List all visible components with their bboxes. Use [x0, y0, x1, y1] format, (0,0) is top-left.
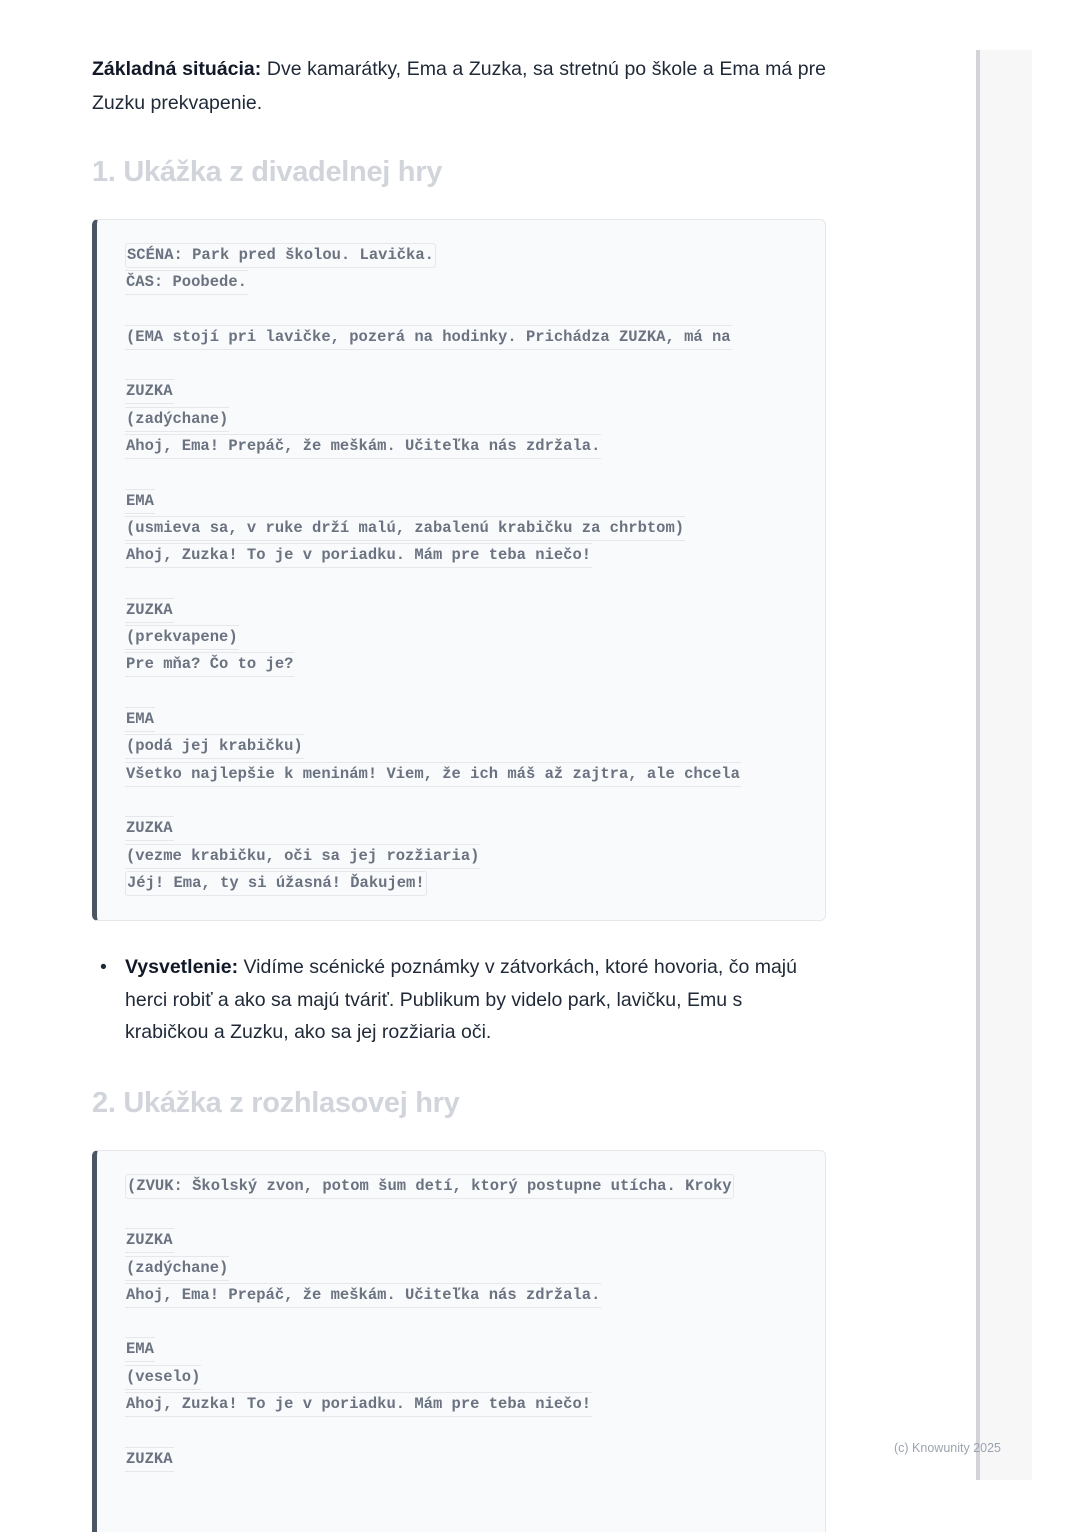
code-line-text: ZUZKA: [125, 816, 174, 841]
code-line: [125, 625, 825, 652]
code-line-text: [125, 690, 127, 693]
code-block-theatre-script: [92, 219, 826, 921]
code-line: [125, 1283, 825, 1310]
code-line: [125, 434, 825, 461]
section1-heading: 1. Ukážka z divadelnej hry: [92, 156, 443, 188]
code-line-text: ZUZKA: [125, 379, 174, 404]
code-blank-line: [125, 1201, 825, 1228]
code-line: [125, 816, 825, 843]
code-line-text: Jéj! Ema, ty si úžasná! Ďakujem!: [125, 871, 427, 896]
code-line: [125, 844, 825, 871]
code-line-text: Ahoj, Zuzka! To je v poriadku. Mám pre teba niečo!: [125, 543, 592, 568]
intro-label: Základná situácia:: [92, 58, 262, 80]
code-line-text: Pre mňa? Čo to je?: [125, 652, 294, 677]
code-line: [125, 1228, 825, 1255]
code-line-text: (zadýchane): [125, 407, 229, 432]
code-line: [125, 325, 825, 352]
code-line-text: (ZVUK: Školský zvon, potom šum detí, ktorý postupne utícha. Kroky: [125, 1174, 734, 1199]
copyright-watermark: (c) Knowunity 2025: [894, 1441, 1002, 1455]
document-content: [92, 52, 826, 1532]
code-line-text: Ahoj, Zuzka! To je v poriadku. Mám pre teba niečo!: [125, 1392, 592, 1417]
code-blank-line: [125, 461, 825, 488]
code-blank-line: [125, 1419, 825, 1446]
code-line-text: Všetko najlepšie k meninám! Viem, že ich máš až zajtra, ale chcela: [125, 762, 741, 787]
code-line-text: (veselo): [125, 1365, 201, 1390]
code-line-text: (prekvapene): [125, 625, 239, 650]
explanation-label: Vysvetlenie:: [125, 956, 239, 979]
code-line: [125, 243, 825, 270]
explanation-item: [125, 951, 826, 1049]
code-line: [125, 543, 825, 570]
code-line-text: SCÉNA: Park pred školou. Lavička.: [125, 243, 436, 268]
code-line-text: EMA: [125, 489, 155, 514]
code-line-text: ZUZKA: [125, 598, 174, 623]
code-line-text: (vezme krabičku, oči sa jej rozžiaria): [125, 844, 480, 869]
code-line: [125, 598, 825, 625]
code-blank-line: [125, 298, 825, 325]
code-blank-line: [125, 789, 825, 816]
code-line: [125, 652, 825, 679]
code-line-text: [125, 1211, 127, 1214]
section2-heading: 2. Ukážka z rozhlasovej hry: [92, 1086, 460, 1119]
code-line: [125, 1447, 825, 1474]
code-line: [125, 1337, 825, 1364]
code-line: [125, 707, 825, 734]
code-line: [125, 1365, 825, 1392]
code-line-text: [125, 471, 127, 474]
code-line-text: Ahoj, Ema! Prepáč, že meškám. Učiteľka nás zdržala.: [125, 434, 601, 459]
code-blank-line: [125, 1310, 825, 1337]
code-line: [125, 1392, 825, 1419]
code-line-text: [125, 308, 127, 311]
code-line-text: [125, 581, 127, 584]
code-line-text: ZUZKA: [125, 1228, 174, 1253]
code-line-text: ČAS: Poobede.: [125, 270, 248, 295]
code-line-text: [125, 1320, 127, 1323]
code-line: [125, 762, 825, 789]
code-line-text: (podá jej krabičku): [125, 734, 304, 759]
code-line: [125, 1174, 825, 1201]
code-line: [125, 516, 825, 543]
code-line-text: [125, 362, 127, 365]
code-line-text: [125, 799, 127, 802]
code-block-radio-script: [92, 1150, 826, 1532]
explanation-list: [92, 951, 826, 1049]
code-blank-line: [125, 571, 825, 598]
code-line-text: Ahoj, Ema! Prepáč, že meškám. Učiteľka nás zdržala.: [125, 1283, 601, 1308]
code-line-text: [125, 1429, 127, 1432]
code-line: [125, 871, 825, 898]
code-blank-line: [125, 352, 825, 379]
code-line-text: (EMA stojí pri lavičke, pozerá na hodinky. Prichádza ZUZKA, má na: [125, 325, 732, 350]
intro-text: Dve kamarátky, Ema a Zuzka, sa stretnú po škole a Ema má pre Zuzku prekvapenie.: [92, 58, 826, 114]
intro-paragraph: [92, 52, 826, 120]
explanation-text: Vidíme scénické poznámky v zátvorkách, ktoré hovoria, čo majú herci robiť a ako sa majú tváriť. Publikum by videlo park, lavičku, Emu s krabičkou a Zuzku, ako sa jej rozžiaria oči.: [125, 956, 797, 1044]
code-line-text: EMA: [125, 707, 155, 732]
side-panel-scrollbar[interactable]: [976, 50, 1032, 1480]
code-line-text: (zadýchane): [125, 1256, 229, 1281]
code-line: [125, 407, 825, 434]
code-line-text: EMA: [125, 1337, 155, 1362]
code-line: [125, 489, 825, 516]
code-line: [125, 1256, 825, 1283]
code-line-text: ZUZKA: [125, 1447, 174, 1472]
code-line-text: (usmieva sa, v ruke drží malú, zabalenú krabičku za chrbtom): [125, 516, 685, 541]
code-line: [125, 734, 825, 761]
code-blank-line: [125, 680, 825, 707]
code-line: [125, 379, 825, 406]
code-line: [125, 270, 825, 297]
